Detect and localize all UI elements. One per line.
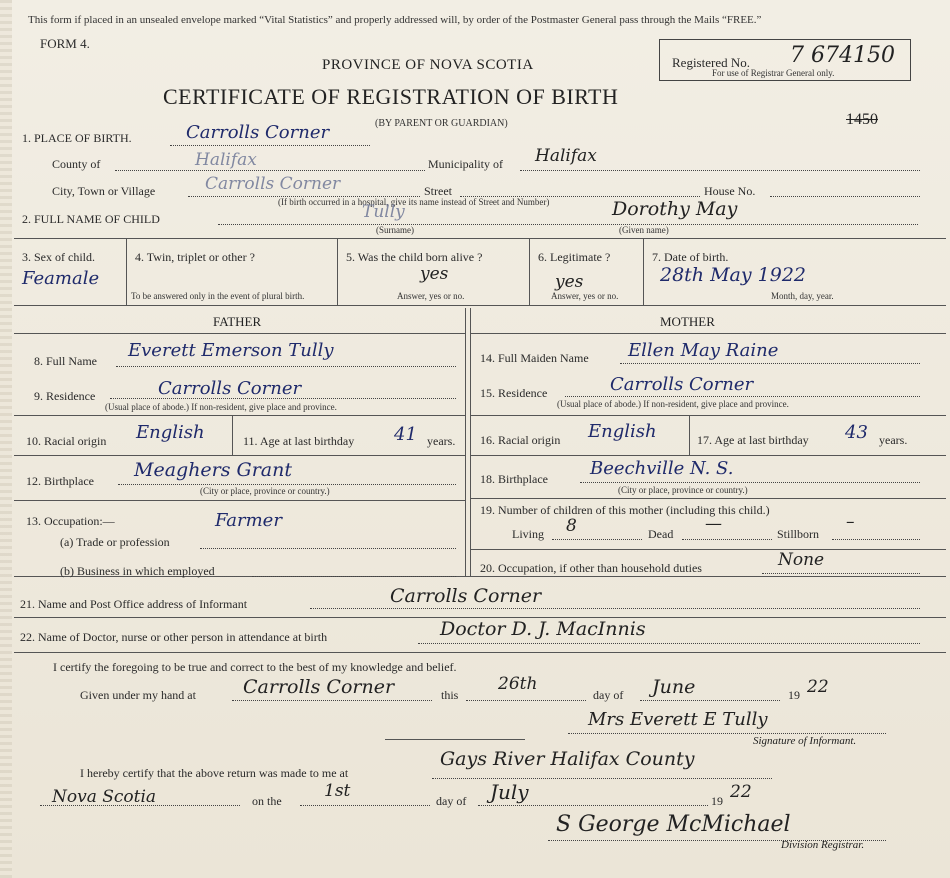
sex-label: 3. Sex of child. <box>22 250 95 264</box>
father-heading: FATHER <box>213 314 262 329</box>
legit-label: 6. Legitimate ? <box>538 250 611 264</box>
mother-age-value: 43 <box>845 422 868 443</box>
mother-birthplace-value: Beechville N. S. <box>590 458 734 479</box>
stillborn-value: – <box>846 512 855 532</box>
father-birthplace-note: (City or place, province or country.) <box>200 486 330 496</box>
father-racial-label: 10. Racial origin <box>26 434 107 448</box>
alive-value: yes <box>420 264 449 284</box>
mother-years: years. <box>879 433 908 447</box>
place-of-birth-value: Carrolls Corner <box>186 122 330 143</box>
mother-birthplace-note: (City or place, province or country.) <box>618 485 748 495</box>
certify-text: I certify the foregoing to be true and correct to the best of my knowledge and belief. <box>53 660 457 674</box>
father-residence-note: (Usual place of abode.) If non-resident, give place and province. <box>105 402 337 412</box>
mother-occupation-value: None <box>778 550 825 570</box>
father-trade-label: (a) Trade or profession <box>60 535 170 549</box>
legit-value: yes <box>555 272 584 292</box>
father-residence-label: 9. Residence <box>34 389 96 403</box>
mother-racial-label: 16. Racial origin <box>480 433 561 447</box>
dead-value: — <box>705 514 722 534</box>
registration-note: For use of Registrar General only. <box>712 68 835 78</box>
mother-residence-note: (Usual place of abode.) If non-resident, give place and province. <box>557 399 789 409</box>
city-label: City, Town or Village <box>52 184 156 198</box>
informant-signature: Mrs Everett E Tully <box>588 709 768 730</box>
father-name-label: 8. Full Name <box>34 354 97 368</box>
house-label: House No. <box>704 184 756 198</box>
alive-note: Answer, yes or no. <box>397 291 465 301</box>
dead-label: Dead <box>648 527 674 541</box>
stillborn-label: Stillborn <box>777 527 820 541</box>
father-trade-value: Farmer <box>215 510 282 531</box>
father-birthplace-label: 12. Birthplace <box>26 474 94 488</box>
child-surname-value: Tully <box>362 202 405 222</box>
mother-residence-value: Carrolls Corner <box>610 374 754 395</box>
city-value: Carrolls Corner <box>205 174 341 194</box>
father-occupation-label: 13. Occupation:— <box>26 514 115 528</box>
county-value: Halifax <box>195 150 257 170</box>
given-place-value: Carrolls Corner <box>243 676 395 698</box>
child-name-label: 2. FULL NAME OF CHILD <box>22 212 160 226</box>
living-label: Living <box>512 527 544 541</box>
father-residence-value: Carrolls Corner <box>158 378 302 399</box>
mother-age-label: 17. Age at last birthday <box>697 433 809 447</box>
certify-day-label: day of <box>593 688 624 702</box>
certify-month-value: June <box>652 676 696 698</box>
mother-racial-value: English <box>588 421 657 442</box>
twin-label: 4. Twin, triplet or other ? <box>135 250 255 264</box>
registrar-place-value: Gays River Halifax County <box>440 748 695 770</box>
date-label: 7. Date of birth. <box>652 250 729 264</box>
this-label: this <box>441 688 459 702</box>
certificate-title: CERTIFICATE OF REGISTRATION OF BIRTH <box>163 84 619 109</box>
postal-notice: This form if placed in an unsealed envelope marked “Vital Statistics” and properly addressed will, by order of the Postmaster General pass through the Mails “FREE.” <box>28 14 762 26</box>
father-age-value: 41 <box>394 424 417 445</box>
perforated-margin <box>0 0 12 878</box>
date-note: Month, day, year. <box>771 291 834 301</box>
registrar-day-label: day of <box>436 794 467 808</box>
registration-label: Registered No. <box>672 55 750 70</box>
living-value: 8 <box>566 516 577 536</box>
informant-signature-label: Signature of Informant. <box>753 735 857 747</box>
mother-children-label: 19. Number of children of this mother (including this child.) <box>480 503 770 517</box>
form-number: FORM 4. <box>40 36 90 51</box>
mother-name-label: 14. Full Maiden Name <box>480 351 589 365</box>
mother-name-value: Ellen May Raine <box>628 340 779 361</box>
doctor-label: 22. Name of Doctor, nurse or other person in attendance at birth <box>20 630 328 644</box>
certificate-subtitle: (BY PARENT OR GUARDIAN) <box>375 118 508 129</box>
doctor-value: Doctor D. J. MacInnis <box>440 618 646 640</box>
municipality-value: Halifax <box>535 146 597 166</box>
child-given-value: Dorothy May <box>612 198 738 220</box>
mother-heading: MOTHER <box>660 314 715 329</box>
registrar-signature-label: Division Registrar. <box>781 839 865 851</box>
registrar-year-prefix: 19 <box>711 794 723 808</box>
given-under-label: Given under my hand at <box>80 688 196 702</box>
municipality-label: Municipality of <box>428 157 503 171</box>
date-value: 28th May 1922 <box>660 264 806 286</box>
informant-value: Carrolls Corner <box>390 585 542 607</box>
father-name-value: Everett Emerson Tully <box>128 340 334 361</box>
registrar-month-value: July <box>490 780 529 804</box>
registrar-year-value: 22 <box>730 782 752 802</box>
alive-label: 5. Was the child born alive ? <box>346 250 483 264</box>
certify-year-value: 22 <box>807 677 829 697</box>
father-age-label: 11. Age at last birthday <box>243 434 355 448</box>
street-label: Street <box>424 184 452 198</box>
province-heading: PROVINCE OF NOVA SCOTIA <box>322 57 534 73</box>
surname-note: (Surname) <box>376 225 414 235</box>
on-the-label: on the <box>252 794 282 808</box>
mother-occupation-label: 20. Occupation, if other than household duties <box>480 561 702 575</box>
registration-number: 7 674150 <box>790 43 895 68</box>
place-of-birth-label: 1. PLACE OF BIRTH. <box>22 131 132 145</box>
father-racial-value: English <box>136 422 205 443</box>
mother-residence-label: 15. Residence <box>480 386 548 400</box>
mother-birthplace-label: 18. Birthplace <box>480 472 548 486</box>
certify-year-prefix: 19 <box>788 688 800 702</box>
given-note: (Given name) <box>619 225 669 235</box>
registrar-place2-value: Nova Scotia <box>52 787 157 807</box>
city-note: (If birth occurred in a hospital, give its name instead of Street and Number) <box>278 197 550 207</box>
informant-label: 21. Name and Post Office address of Informant <box>20 597 248 611</box>
father-business-label: (b) Business in which employed <box>60 564 215 578</box>
father-years: years. <box>427 434 456 448</box>
registrar-signature: S George McMichael <box>556 812 791 837</box>
registrar-day-value: 1st <box>324 781 351 801</box>
father-birthplace-value: Meaghers Grant <box>134 459 293 481</box>
legit-note: Answer, yes or no. <box>551 291 619 301</box>
corner-number: 1450 <box>846 111 878 128</box>
sex-value: Feamale <box>22 268 100 289</box>
twin-note: To be answered only in the event of plural birth. <box>131 291 305 301</box>
county-label: County of <box>52 157 101 171</box>
certify-day-value: 26th <box>498 674 538 694</box>
registrar-text: I hereby certify that the above return was made to me at <box>80 766 349 780</box>
